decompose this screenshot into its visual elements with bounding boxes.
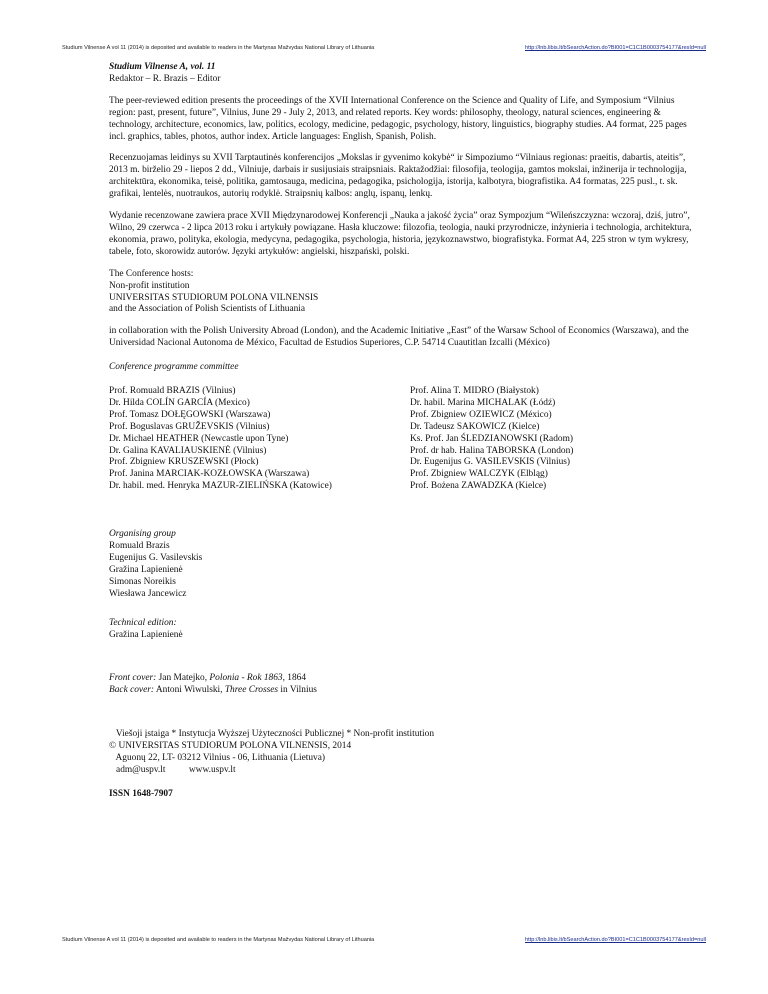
abstract-polish: Wydanie recenzowane zawiera prace XVII Międzynarodowej Konferencji „Nauka a jakość życia” oraz Sympozjum “Wileńszczyzna: wczoraj, dziś, jutro”, Wilno, 29 czerwca - 2 lipca 2013 roku i artykuły powiązane. Hasła kluczowe: filozofia, teologia, nauki przyrodnicze, inżynieria i technologia, architektura, ekonomia, prawo, polityka, ekologia, medycyna, pedagogika, psychologia, historia, językoznawstwo, biografistyka. Format A4, 225 stron w tym wykresy, tabele, foto, skorowidz autorów. Języki artykułów: angielski, hiszpański, polski. [109, 211, 692, 257]
committee-member: Dr. Hilda COLÍN GARCÍA (Mexico) [109, 397, 250, 408]
page-header [62, 45, 706, 51]
hosts-heading: The Conference hosts: [109, 268, 194, 279]
front-cover-label: Front cover: [109, 673, 157, 684]
front-cover-year: , 1864 [282, 673, 307, 684]
committee-member: Dr. Tadeusz SAKOWICZ (Kielce) [410, 421, 540, 432]
publisher-block [109, 729, 703, 777]
footer-library-link[interactable]: http://lnb.libis.lt/bSearchAction.do?BI001=C1C1B0003754177&resId=null [525, 937, 706, 943]
header-library-link[interactable]: http://lnb.libis.lt/bSearchAction.do?BI001=C1C1B0003754177&resId=null [525, 45, 706, 51]
committee-member: Prof. Romuald BRAZIS (Vilnius) [109, 386, 236, 397]
publisher-line: Aguonų 22, LT- 03212 Vilnius - 06, Lithuania (Lietuva) [109, 753, 325, 764]
back-cover-label: Back cover: [109, 685, 155, 696]
page-content [109, 62, 703, 801]
committee-left-column [109, 386, 410, 493]
committee-member: Prof. Zbigniew OZIEWICZ (México) [410, 409, 552, 420]
committee-member: Dr. Galina KAVALIAUSKIENĖ (Vilnius) [109, 445, 267, 456]
committee-member: Prof. Janina MARCIAK-KOZŁOWSKA (Warszawa) [109, 469, 310, 480]
front-cover-author: Jan Matejko, [156, 673, 210, 684]
committee-member: Prof. Alina T. MIDRO (Białystok) [410, 386, 539, 397]
hosts-line: and the Association of Polish Scientists of Lithuania [109, 304, 306, 315]
back-cover-title: Three Crosses [224, 685, 279, 696]
technical-heading: Technical edition: [109, 617, 177, 628]
committee-member: Dr. habil. Marina MICHALAK (Łódź) [410, 397, 556, 408]
abstract-lithuanian: Recenzuojamas leidinys su XVII Tarptautinės konferencijos „Mokslas ir gyvenimo kokybė“ ir Simpoziumo “Vilniaus regionas: praeitis, dabartis, ateitis”, 2013 m. birželio 29 - liepos 2 dd., Vilniuje, darbais ir susijusiais straipsniais. Raktažodžiai: filosofija, teologija, gamtos mokslai, inžinerija ir technologija, architektūra, ekonomika, teisė, politika, gamtosauga, medicina, pedagogika, psichologija, istorija, kalbotyra, biografistika. A4 formatas, 225 pusl., t. sk. grafikai, lentelės, nuotraukos, autorių rodyklė. Straipsnių kalbos: anglų, ispanų, lenkų. [109, 153, 687, 200]
committee-member: Prof. dr hab. Halina TABORSKA (London) [410, 445, 574, 456]
header-deposit-note: Studium Vilnense A vol 11 (2014) is deposited and available to readers in the Martynas Mažvydas National Library of Lithuania [62, 45, 375, 51]
committee-member: Dr. habil. med. Henryka MAZUR-ZIELIŃSKA (Katowice) [109, 481, 332, 492]
back-cover-place: in Vilnius [278, 685, 317, 696]
committee-member: Dr. Eugenijus G. VASILEVSKIS (Vilnius) [410, 457, 571, 468]
organising-member: Romuald Brazis [109, 541, 170, 552]
page-footer [62, 937, 706, 943]
committee-member: Dr. Michael HEATHER (Newcastle upon Tyne) [109, 433, 289, 444]
organising-member: Gražina Lapienienė [109, 564, 183, 575]
collaboration-text: in collaboration with the Polish University Abroad (London), and the Academic Initiative „East” of the Warsaw School of Economics (Warszawa), and the Universidad Nacional Autonoma de México, Facultad de Estudios Superiores, C.P. 54714 Cuautitlan Izcalli (México) [109, 326, 689, 349]
organising-member: Wiesława Jancewicz [109, 588, 187, 599]
committee-member: Prof. Boguslavas GRUŽEVSKIS (Vilnius) [109, 421, 270, 432]
committee-member: Prof. Tomasz DOŁĘGOWSKI (Warszawa) [109, 409, 271, 420]
publisher-contacts: adm@uspv.lt www.uspv.lt [109, 764, 236, 775]
committee-heading: Conference programme committee [109, 362, 239, 373]
abstract-english: The peer-reviewed edition presents the proceedings of the XVII International Conference on the Science and Quality of Life, and Symposium “Vilnius region: past, present, future”, Vilnius, June 29 - July 2, 2013, and related reports. Key words: philosophy, theology, natural sciences, engineering & technology, architecture, economics, law, politics, ecology, medicine, pedagogic, psychology, history, linguistics, biography studies. A4 format, 225 pages incl. graphics, tables, photos, author index. Article languages: English, Spanish, Polish. [109, 95, 687, 142]
committee-member: Ks. Prof. Jan ŚLEDZIANOWSKI (Radom) [410, 433, 574, 444]
journal-editor: Redaktor – R. Brazis – Editor [109, 73, 221, 84]
committee-right-column [410, 386, 703, 493]
hosts-line: UNIVERSITAS STUDIORUM POLONA VILNENSIS [109, 292, 319, 303]
publisher-line: © UNIVERSITAS STUDIORUM POLONA VILNENSIS, 2014 [109, 741, 352, 752]
organising-member: Eugenijus G. Vasilevskis [109, 553, 203, 563]
footer-deposit-note: Studium Vilnense A vol 11 (2014) is deposited and available to readers in the Martynas Mažvydas National Library of Lithuania [62, 937, 375, 943]
front-cover-title: Polonia - Rok 1863 [209, 673, 283, 684]
organising-heading: Organising group [109, 529, 176, 540]
front-cover-line [109, 673, 703, 685]
organising-member: Simonas Noreikis [109, 576, 176, 587]
committee-columns [109, 386, 703, 493]
committee-member: Prof. Bożena ZAWADZKA (Kielce) [410, 481, 547, 492]
back-cover-line [109, 685, 703, 697]
committee-member: Prof. Zbigniew KRUSZEWSKI (Płock) [109, 457, 259, 468]
committee-member: Prof. Zbigniew WALCZYK (Elbląg) [410, 469, 548, 480]
journal-title: Studium Vilnense A, vol. 11 [109, 62, 216, 72]
back-cover-author: Antoni Wiwulski, [154, 685, 225, 696]
hosts-line: Non-profit institution [109, 280, 190, 291]
publisher-line: Viešoji įstaiga * Instytucja Wyższej Użyteczności Publicznej * Non-profit institution [109, 729, 435, 740]
technical-name: Gražina Lapienienė [109, 629, 183, 640]
issn: ISSN 1648-7907 [109, 788, 173, 799]
